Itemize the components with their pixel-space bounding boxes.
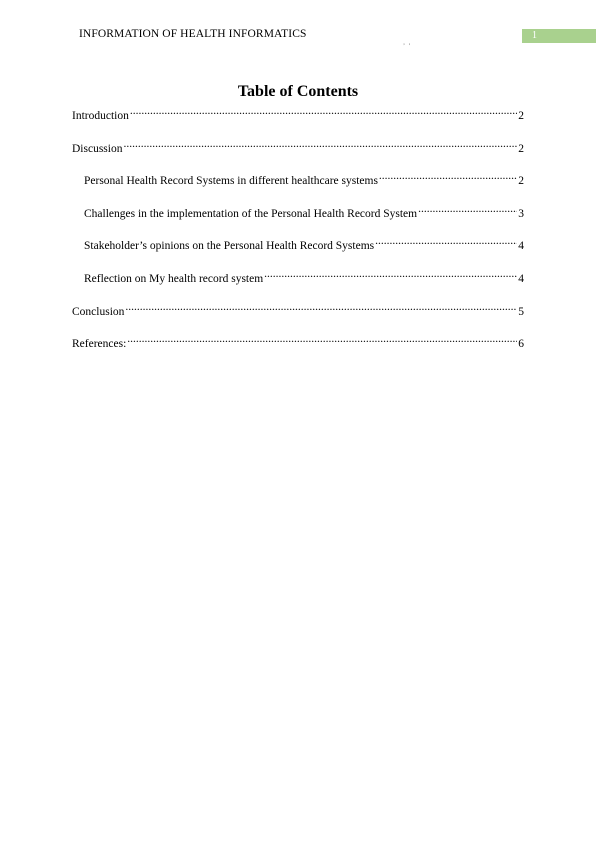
toc-entry-page: 2 [518, 110, 524, 122]
toc-entry-label: Discussion [72, 142, 123, 155]
toc-entry-phr-systems[interactable] [72, 168, 524, 188]
toc-dot-leader [123, 136, 517, 152]
toc-entry-page: 3 [518, 207, 524, 220]
toc-entry-challenges[interactable] [72, 201, 524, 220]
toc-entry-page: 4 [518, 240, 524, 253]
toc-entry-label: Conclusion [72, 305, 125, 318]
toc-entry-reflection[interactable] [72, 266, 524, 285]
toc-entry-label: Introduction [72, 110, 129, 122]
toc-entry-introduction[interactable] [72, 103, 524, 122]
toc-entry-label: Stakeholder’s opinions on the Personal Health Record Systems [84, 240, 375, 253]
header-artifact: ‚ ‚ [403, 40, 412, 46]
toc-entry-references[interactable] [72, 331, 524, 351]
toc-entry-page: 6 [518, 338, 524, 351]
toc-entry-label: Reflection on My health record system [84, 272, 264, 285]
toc-entry-page: 4 [518, 272, 524, 285]
table-of-contents [72, 103, 524, 364]
toc-entry-label: Personal Health Record Systems in different healthcare systems [84, 175, 378, 188]
toc-entry-label: References: [72, 338, 127, 351]
toc-heading: Table of Contents [237, 83, 359, 100]
toc-entry-page: 2 [518, 142, 524, 155]
toc-entry-page: 2 [518, 175, 524, 188]
toc-entry-stakeholder-opinions[interactable] [72, 233, 524, 253]
toc-dot-leader [379, 168, 517, 184]
running-head-title: INFORMATION OF HEALTH INFORMATICS [79, 28, 307, 40]
toc-dot-leader [127, 331, 517, 347]
toc-entry-page: 5 [518, 305, 524, 318]
toc-entry-conclusion[interactable] [72, 299, 524, 318]
toc-dot-leader [125, 299, 517, 315]
toc-entry-discussion[interactable] [72, 136, 524, 155]
toc-entry-label: Challenges in the implementation of the Personal Health Record System [84, 207, 418, 220]
toc-dot-leader [418, 201, 517, 217]
page-number-badge [522, 29, 596, 43]
toc-dot-leader [130, 103, 517, 119]
toc-dot-leader [264, 266, 517, 282]
page-number: 1 [532, 30, 537, 41]
toc-dot-leader [375, 233, 517, 249]
